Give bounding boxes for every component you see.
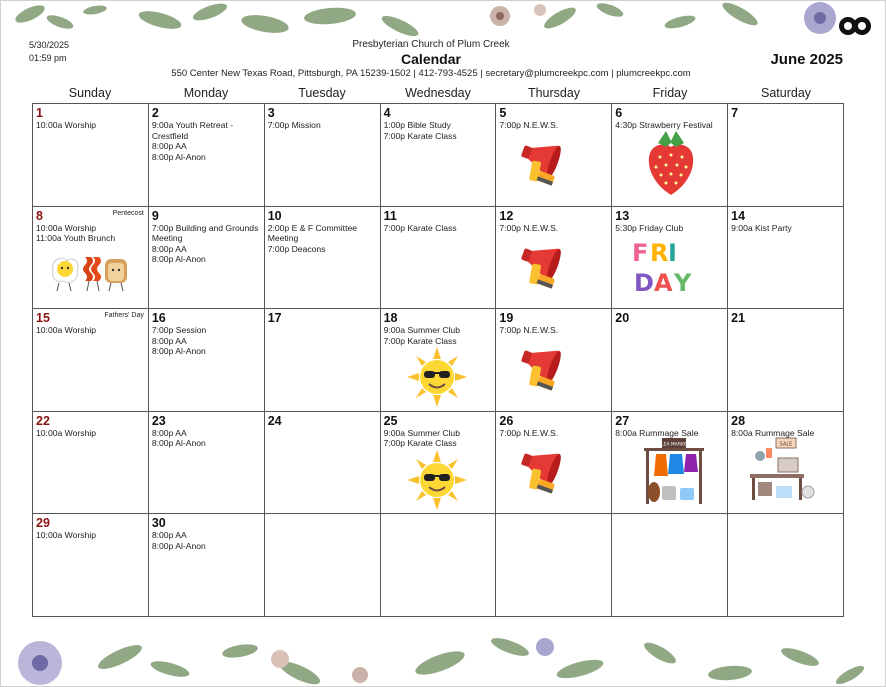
day-number: 4: [383, 106, 391, 120]
weekday-tuesday: Tuesday: [298, 86, 346, 100]
day-cell-20: [612, 309, 728, 412]
event-entry[interactable]: 7:00p Karate Class: [383, 222, 457, 233]
svg-text:F: F: [632, 238, 649, 267]
calendar-grid: [32, 103, 844, 617]
empty-day-cell: [728, 514, 844, 617]
day-cell-30: [149, 514, 265, 617]
megaphone-icon: [516, 134, 574, 192]
day-cell-26: [496, 412, 612, 515]
event-entry[interactable]: 10:00a Worship: [36, 530, 97, 541]
floral-border-top: [0, 0, 886, 36]
print-time: 01:59 pm: [29, 53, 67, 63]
day-number: 22: [36, 413, 50, 428]
event-entry[interactable]: 7:00p N.E.W.S.: [499, 222, 559, 233]
day-cell-11: [381, 207, 497, 310]
event-entry[interactable]: 11:00a Youth Brunch: [36, 233, 116, 244]
weekday-thursday: Thursday: [527, 86, 581, 100]
day-cell-8: [33, 207, 149, 310]
event-entry[interactable]: 8:00p AA: [151, 427, 187, 438]
day-cell-15: [33, 309, 149, 412]
event-entry[interactable]: 8:00p AA: [151, 530, 187, 541]
day-cell-29: [33, 514, 149, 617]
svg-text:D: D: [634, 268, 655, 297]
weekday-header: [32, 85, 844, 103]
event-entry[interactable]: 7:00p N.E.W.S.: [499, 325, 559, 336]
floral-border-bottom: [0, 617, 886, 687]
day-number: 8: [36, 208, 43, 223]
empty-day-cell: [496, 514, 612, 617]
friday-lettering-icon: [630, 233, 696, 299]
event-entry[interactable]: 9:00a Youth Retreat - Crestfield: [151, 120, 234, 141]
day-cell-3: [265, 104, 381, 207]
day-cell-28: [728, 412, 844, 515]
day-number: 25: [383, 413, 398, 428]
day-cell-18: [381, 309, 497, 412]
yard-sale-sign-text: SALE: [779, 441, 793, 448]
event-entry[interactable]: 8:00p Al-Anon: [151, 254, 206, 265]
flea-market-icon: [638, 436, 710, 508]
event-entry[interactable]: 8:00p Al-Anon: [151, 346, 206, 357]
event-entry[interactable]: 7:00p Mission: [267, 120, 321, 130]
day-cell-4: [381, 104, 497, 207]
event-entry[interactable]: 10:00a Worship: [36, 325, 97, 336]
event-entry[interactable]: 7:00p Building and Grounds Meeting: [151, 222, 259, 244]
day-number: 13: [615, 208, 630, 223]
day-number: 29: [36, 516, 50, 531]
holiday-label: Fathers' Day: [104, 312, 144, 320]
day-cell-13: [612, 207, 728, 310]
empty-day-cell: [381, 514, 497, 617]
megaphone-icon: [516, 237, 574, 295]
page-title: Calendar: [401, 51, 461, 67]
day-number: 16: [151, 311, 166, 326]
day-number: 2: [151, 106, 159, 120]
event-entry[interactable]: 8:00p AA: [151, 335, 187, 346]
event-entry[interactable]: 7:00p Karate Class: [383, 335, 457, 346]
event-entry[interactable]: 10:00a Worship: [36, 222, 97, 233]
day-cell-7: [728, 104, 844, 207]
day-cell-16: [149, 309, 265, 412]
day-number: 5: [499, 106, 507, 120]
brunch-characters-icon: [49, 251, 131, 293]
day-cell-27: [612, 412, 728, 515]
day-number: 24: [267, 413, 282, 428]
megaphone-icon: [516, 442, 574, 500]
weekday-sunday: Sunday: [68, 86, 112, 100]
day-number: 30: [151, 516, 166, 531]
event-entry[interactable]: 7:00p Deacons: [267, 243, 326, 254]
day-cell-6: [612, 104, 728, 207]
day-number: 1: [36, 106, 43, 120]
day-number: 3: [267, 106, 275, 120]
day-number: 7: [731, 106, 739, 120]
event-entry[interactable]: 10:00a Worship: [36, 427, 97, 438]
day-number: 27: [615, 413, 630, 428]
event-entry[interactable]: 7:00p N.E.W.S.: [499, 120, 559, 130]
organization-name: Presbyterian Church of Plum Creek: [352, 39, 510, 50]
day-number: 10: [267, 208, 282, 223]
event-entry[interactable]: 8:00p AA: [151, 243, 187, 254]
event-entry[interactable]: 9:00a Kist Party: [731, 222, 792, 233]
event-entry[interactable]: 2:00p E & F Committee Meeting: [267, 222, 358, 244]
day-cell-1: [33, 104, 149, 207]
svg-text:I: I: [668, 238, 678, 267]
print-date: 5/30/2025: [29, 40, 70, 50]
church-logo-icon: [838, 14, 872, 38]
day-cell-9: [149, 207, 265, 310]
day-number: 12: [499, 208, 514, 223]
weekday-saturday: Saturday: [760, 86, 812, 100]
event-entry[interactable]: 1:00p Bible Study: [383, 120, 451, 130]
day-number: 9: [151, 208, 159, 223]
event-entry[interactable]: 9:00a Summer Club: [383, 427, 460, 438]
month-title: June 2025: [770, 51, 843, 68]
svg-text:R: R: [650, 238, 669, 267]
day-number: 14: [731, 208, 746, 223]
weekday-monday: Monday: [183, 86, 229, 100]
empty-day-cell: [265, 514, 381, 617]
day-cell-10: [265, 207, 381, 310]
day-cell-19: [496, 309, 612, 412]
event-entry[interactable]: 4:30p Strawberry Festival: [615, 120, 713, 130]
contact-line: 550 Center New Texas Road, Pittsburgh, PA 15239-1502 | 412-793-4525 | secretary@plumcreekpc.com | plumcreekpc.com: [171, 68, 691, 79]
event-entry[interactable]: 7:00p Session: [151, 325, 207, 336]
day-cell-5: [496, 104, 612, 207]
day-number: 11: [383, 208, 397, 223]
day-number: 19: [499, 311, 514, 326]
day-cell-24: [265, 412, 381, 515]
event-entry[interactable]: 9:00a Summer Club: [383, 325, 460, 336]
day-number: 17: [267, 311, 282, 326]
empty-day-cell: [612, 514, 728, 617]
event-entry[interactable]: 10:00a Worship: [36, 120, 97, 130]
day-cell-22: [33, 412, 149, 515]
day-cell-2: [149, 104, 265, 207]
sun-sunglasses-icon: [407, 450, 467, 510]
strawberry-icon: [644, 129, 698, 199]
day-number: 18: [383, 311, 398, 326]
holiday-label: Pentecost: [112, 209, 144, 217]
day-number: 20: [615, 311, 630, 326]
event-entry[interactable]: 7:00p N.E.W.S.: [499, 427, 559, 438]
event-entry[interactable]: 5:30p Friday Club: [615, 222, 684, 233]
svg-text:Y: Y: [674, 268, 692, 297]
megaphone-icon: [516, 339, 574, 397]
event-entry[interactable]: 8:00p Al-Anon: [151, 540, 206, 551]
day-number: 15: [36, 311, 50, 326]
day-cell-25: [381, 412, 497, 515]
event-entry[interactable]: 8:00p Al-Anon: [151, 438, 206, 449]
weekday-friday: Friday: [652, 86, 688, 100]
event-entry[interactable]: 7:00p Karate Class: [383, 438, 457, 449]
day-number: 23: [151, 413, 166, 428]
sun-sunglasses-icon: [407, 347, 467, 407]
weekday-wednesday: Wednesday: [405, 86, 471, 100]
day-number: 21: [731, 311, 746, 326]
event-entry[interactable]: 8:00p AA: [151, 141, 187, 151]
day-number: 6: [615, 106, 623, 120]
event-entry[interactable]: 8:00p Al-Anon: [151, 151, 206, 162]
day-cell-14: [728, 207, 844, 310]
event-entry[interactable]: 7:00p Karate Class: [383, 130, 457, 141]
day-cell-21: [728, 309, 844, 412]
day-cell-17: [265, 309, 381, 412]
svg-text:A: A: [654, 268, 673, 297]
day-number: 28: [731, 413, 746, 428]
yard-sale-icon: [746, 436, 816, 508]
day-cell-12: [496, 207, 612, 310]
event-entry[interactable]: 8:00a Rummage Sale: [615, 427, 699, 438]
flea-market-sign-text: FLEA MARKET: [658, 442, 690, 448]
day-number: 26: [499, 413, 514, 428]
event-entry[interactable]: 8:00a Rummage Sale: [731, 427, 815, 438]
day-cell-23: [149, 412, 265, 515]
